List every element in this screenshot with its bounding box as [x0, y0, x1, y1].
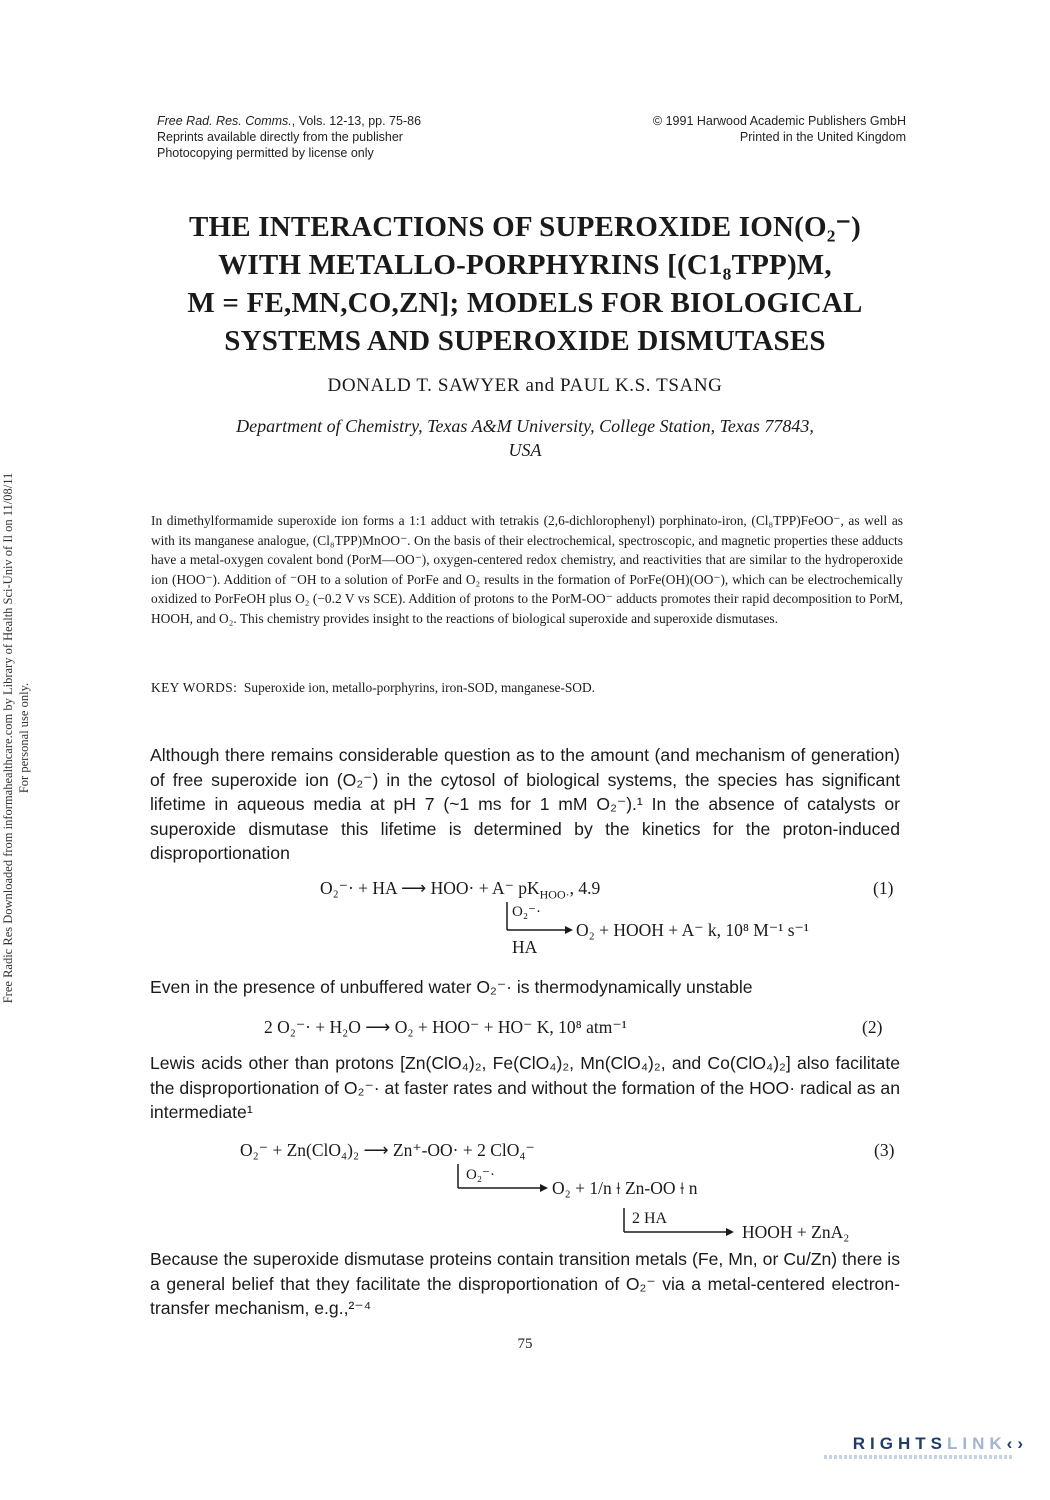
rightslink-tagline-decoration	[824, 1455, 1014, 1459]
keywords-label: KEY WORDS:	[151, 680, 238, 695]
printed-line: Printed in the United Kingdom	[739, 130, 906, 144]
authors: DONALD T. SAWYER and PAUL K.S. TSANG	[327, 375, 723, 396]
body-paragraph-2: Even in the presence of unbuffered water O₂⁻· is thermodynamically unstable	[150, 977, 753, 997]
journal-name: Free Rad. Res. Comms.	[157, 114, 292, 128]
abstract: In dimethylformamide superoxide ion forms a 1:1 adduct with tetrakis (2,6-dichlorophenyl) porphinato-iron, (Cl₈TPP)FeOO⁻, as well as with its manganese analogue, (Cl₈TPP)MnOO⁻. On the basis of their electrochemical, spectroscopic, and magnetic properties these adducts have a metal-oxygen covalent bond (PorM—OO⁻), oxygen-centered redox chemistry, and reactivities that are similar to the hydroperoxide ion (HOO⁻). Addition of ⁻OH to a solution of PorFe and O₂ results in the formation of PorFe(OH)(OO⁻), which can be electrochemically oxidized to PorFeOH plus O₂ (−0.2 V vs SCE). Addition of protons to the PorM-OO⁻ adducts promotes their rapid decomposition to PorM, HOOH, and O₂. This chemistry provides insight to the reactions of biological superoxide and superoxide dismutases.	[151, 513, 903, 626]
eq1-main: O₂⁻· + HA ⟶ HOO· + A⁻ pK	[320, 878, 540, 898]
equation-2: 2 O₂⁻· + H₂O ⟶ O₂ + HOO⁻ + HO⁻ K, 10⁸ atm⁻¹	[264, 1017, 627, 1037]
title-line-1: THE INTERACTIONS OF SUPEROXIDE ION(O₂⁻)	[188, 211, 862, 243]
title-line-4: SYSTEMS AND SUPEROXIDE DISMUTASES	[224, 325, 826, 357]
eq1-pk-val: , 4.9	[569, 878, 601, 898]
reprints-note: Reprints available directly from the publisher	[157, 130, 403, 144]
eq1-branch-top: O₂⁻·	[512, 904, 541, 920]
equation-1-number: (1)	[873, 878, 894, 898]
keywords	[151, 680, 903, 696]
eq3-branch2-arrow	[622, 1208, 742, 1238]
affiliation-line-2: USA	[508, 440, 542, 460]
title-line-3: M = FE,MN,CO,ZN]; MODELS FOR BIOLOGICAL	[187, 287, 863, 319]
eq3-branch2-label: 2 HA	[632, 1210, 668, 1227]
rightslink-logo[interactable]	[853, 1434, 1028, 1454]
photocopy-note: Photocopying permitted by license only	[157, 146, 374, 160]
eq1-branch-arrow	[505, 902, 575, 934]
rightslink-arrow-icon: ‹›	[1006, 1434, 1028, 1453]
equation-3: O₂⁻ + Zn(ClO₄)₂ ⟶ Zn⁺-OO· + 2 ClO₄⁻	[240, 1140, 535, 1160]
journal-volume: , Vols. 12-13, pp. 75-86	[291, 114, 422, 128]
article-title	[140, 208, 910, 360]
equation-2-number: (2)	[862, 1017, 883, 1037]
eq3-branch2-product: HOOH + ZnA₂	[742, 1222, 850, 1242]
eq1-branch-product: O₂ + HOOH + A⁻ k, 10⁸ M⁻¹ s⁻¹	[576, 920, 810, 940]
watermark-line-1: Free Radic Res Downloaded from informahealthcare.com by Library of Health Sci-Univ of Il on 11/08/11	[1, 472, 15, 1004]
body-paragraph-3: Lewis acids other than protons [Zn(ClO₄)₂, Fe(ClO₄)₂, Mn(ClO₄)₂, and Co(ClO₄)₂] also facilitate the disproportionation of O₂⁻· at faster rates and without the formation of the HOO· radical as an intermediate¹	[150, 1053, 900, 1122]
copyright-line: © 1991 Harwood Academic Publishers GmbH	[652, 114, 906, 128]
publisher-header	[653, 113, 906, 145]
eq1-branch-bottom: HA	[512, 937, 538, 957]
rightslink-part1: RIGHTS	[852, 1434, 947, 1453]
page-number: 75	[517, 1336, 533, 1352]
journal-header	[157, 113, 421, 161]
affiliation	[140, 414, 910, 462]
body-paragraph-1: Although there remains considerable question as to the amount (and mechanism of generation) of free superoxide ion (O₂⁻) in the cytosol of biological systems, the species has significant lifetime in aqueous media at pH 7 (~1 ms for 1 mM O₂⁻).¹ In the absence of catalysts or superoxide dismutase this lifetime is determined by the kinetics for the proton-induced disproportionation	[150, 745, 900, 863]
eq3-branch1-label: O₂⁻·	[466, 1167, 495, 1183]
title-line-2: WITH METALLO-PORPHYRINS [(C1₈TPP)M,	[218, 249, 832, 281]
equation-1	[320, 878, 600, 903]
download-watermark	[0, 388, 40, 1088]
rightslink-part2: LINK	[947, 1434, 1007, 1453]
affiliation-line-1: Department of Chemistry, Texas A&M University, College Station, Texas 77843,	[236, 416, 814, 436]
eq3-branch1-product: O₂ + 1/n ⟊ Zn-OO ⟊ n	[552, 1178, 698, 1198]
keywords-text: Superoxide ion, metallo-porphyrins, iron-SOD, manganese-SOD.	[243, 680, 595, 695]
body-paragraph-4: Because the superoxide dismutase proteins contain transition metals (Fe, Mn, or Cu/Zn) there is a general belief that they facilitate the disproportionation of O₂⁻ via a metal-centered electron-transfer mechanism, e.g.,²⁻⁴	[150, 1249, 900, 1318]
watermark-line-2: For personal use only.	[17, 682, 31, 794]
equation-3-number: (3)	[874, 1140, 895, 1160]
eq1-pk-sub: HOO·	[539, 887, 570, 902]
eq3-branch1-arrow	[456, 1164, 556, 1194]
